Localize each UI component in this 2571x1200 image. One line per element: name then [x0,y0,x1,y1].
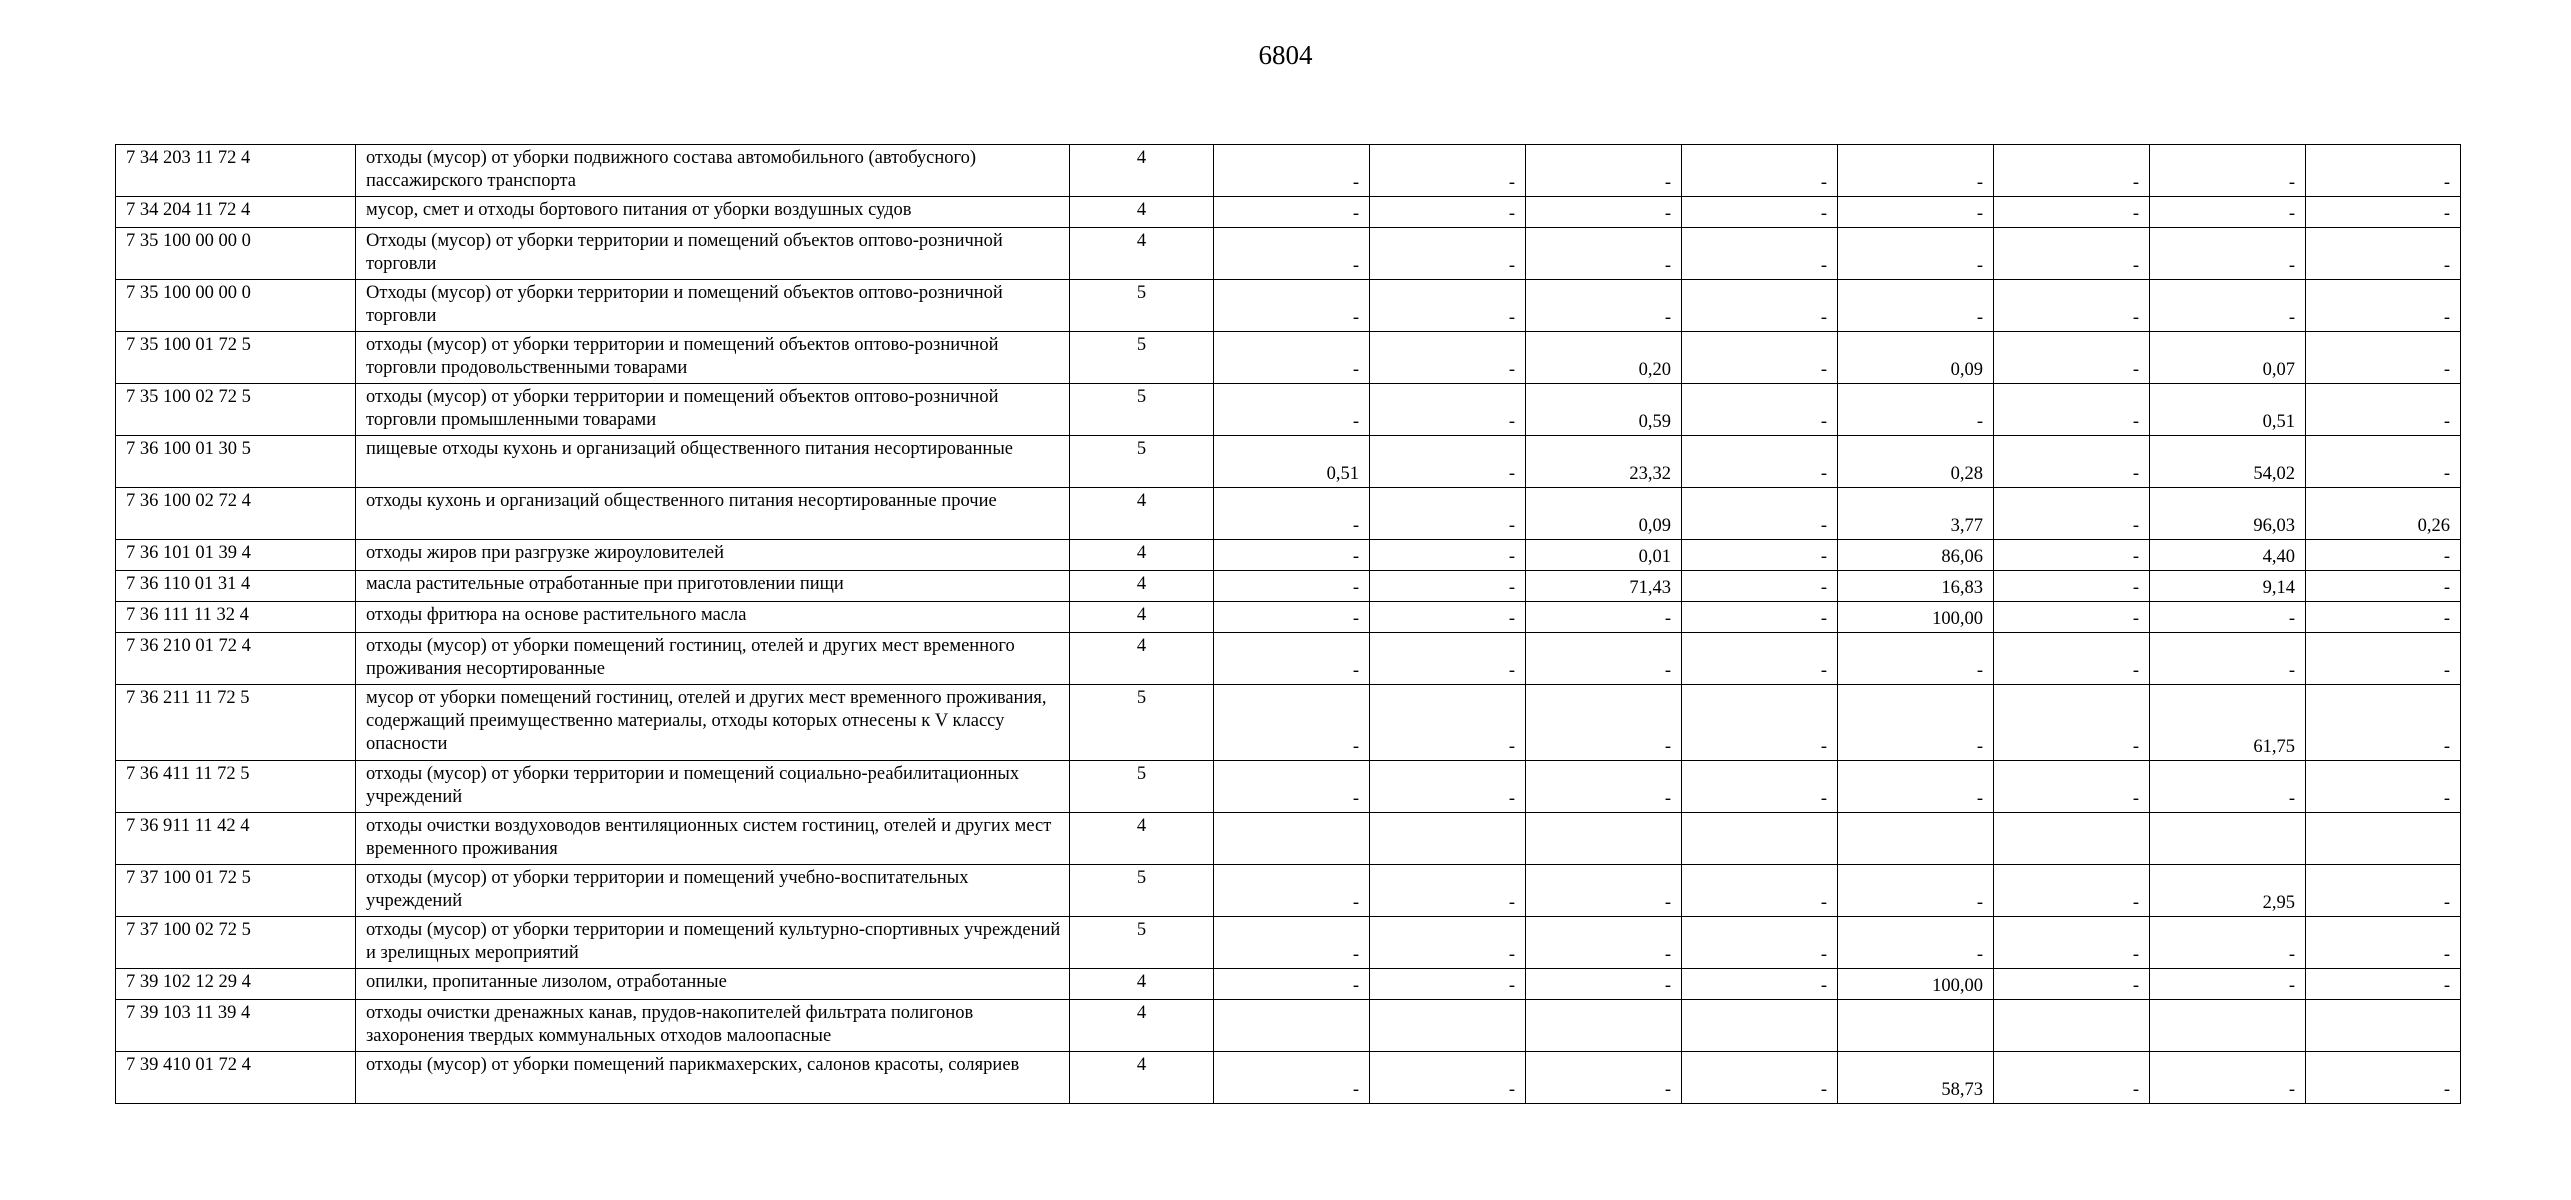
value-cell-8: - [2306,436,2461,488]
value-cell-8: - [2306,197,2461,228]
value-cell-2: - [1370,1052,1526,1104]
waste-name-cell: отходы (мусор) от уборки помещений парикмахерских, салонов красоты, соляриев [356,1052,1070,1104]
hazard-class-cell: 4 [1070,228,1214,280]
value-cell-7: 54,02 [2150,436,2306,488]
value-cell-1: - [1214,685,1370,761]
value-cell-6: - [1994,602,2150,633]
value-cell-6: - [1994,332,2150,384]
waste-code-cell: 7 36 411 11 72 5 [116,761,356,813]
value-cell-4: - [1682,685,1838,761]
table-row [116,384,2461,436]
value-cell-4: - [1682,969,1838,1000]
value-cell-6: - [1994,145,2150,197]
hazard-class-cell: 4 [1070,571,1214,602]
hazard-class-cell: 5 [1070,865,1214,917]
value-cell-3 [1526,813,1682,865]
value-cell-5: - [1838,917,1994,969]
value-cell-1: - [1214,865,1370,917]
value-cell-4: - [1682,145,1838,197]
value-cell-1: - [1214,969,1370,1000]
value-cell-4: - [1682,540,1838,571]
value-cell-5 [1838,1000,1994,1052]
value-cell-2: - [1370,228,1526,280]
value-cell-2: - [1370,969,1526,1000]
hazard-class-cell: 4 [1070,602,1214,633]
table-row [116,633,2461,685]
hazard-class-cell: 5 [1070,761,1214,813]
value-cell-2: - [1370,571,1526,602]
value-cell-1: - [1214,488,1370,540]
value-cell-2: - [1370,332,1526,384]
waste-name-cell: отходы (мусор) от уборки помещений гостиниц, отелей и других мест временного проживания несортированные [356,633,1070,685]
value-cell-1 [1214,813,1370,865]
waste-name-cell: отходы очистки дренажных канав, прудов-накопителей фильтрата полигонов захоронения твердых коммунальных отходов малоопасные [356,1000,1070,1052]
value-cell-3: - [1526,761,1682,813]
waste-code-cell: 7 37 100 02 72 5 [116,917,356,969]
value-cell-3: 0,59 [1526,384,1682,436]
table-row [116,761,2461,813]
table-row [116,571,2461,602]
value-cell-8: - [2306,633,2461,685]
table-row [116,332,2461,384]
value-cell-5: - [1838,384,1994,436]
value-cell-5: 0,09 [1838,332,1994,384]
value-cell-3: 0,01 [1526,540,1682,571]
value-cell-7: - [2150,197,2306,228]
value-cell-6: - [1994,1052,2150,1104]
value-cell-1: - [1214,571,1370,602]
table-row [116,1052,2461,1104]
value-cell-1: - [1214,384,1370,436]
value-cell-8: - [2306,865,2461,917]
value-cell-7: - [2150,228,2306,280]
value-cell-3: - [1526,197,1682,228]
value-cell-4: - [1682,228,1838,280]
value-cell-3: - [1526,602,1682,633]
value-cell-2: - [1370,436,1526,488]
hazard-class-cell: 4 [1070,969,1214,1000]
value-cell-8: - [2306,969,2461,1000]
value-cell-4: - [1682,917,1838,969]
value-cell-4 [1682,1000,1838,1052]
waste-code-cell: 7 35 100 01 72 5 [116,332,356,384]
value-cell-1: 0,51 [1214,436,1370,488]
waste-name-cell: отходы (мусор) от уборки территории и помещений объектов оптово-розничной торговли промышленными товарами [356,384,1070,436]
hazard-class-cell: 4 [1070,197,1214,228]
table-row [116,685,2461,761]
value-cell-2: - [1370,633,1526,685]
value-cell-3: - [1526,969,1682,1000]
waste-data-table [115,144,2461,1104]
value-cell-3: 0,20 [1526,332,1682,384]
value-cell-1 [1214,1000,1370,1052]
value-cell-4: - [1682,280,1838,332]
table-row [116,865,2461,917]
waste-code-cell: 7 36 210 01 72 4 [116,633,356,685]
value-cell-6: - [1994,228,2150,280]
value-cell-6: - [1994,488,2150,540]
value-cell-2: - [1370,685,1526,761]
value-cell-2: - [1370,197,1526,228]
value-cell-4: - [1682,488,1838,540]
value-cell-1: - [1214,145,1370,197]
hazard-class-cell: 5 [1070,332,1214,384]
waste-name-cell: масла растительные отработанные при приготовлении пищи [356,571,1070,602]
waste-code-cell: 7 39 410 01 72 4 [116,1052,356,1104]
waste-name-cell: отходы очистки воздуховодов вентиляционных систем гостиниц, отелей и других мест временного проживания [356,813,1070,865]
value-cell-7: 0,07 [2150,332,2306,384]
value-cell-5: - [1838,145,1994,197]
value-cell-2: - [1370,280,1526,332]
value-cell-8: - [2306,917,2461,969]
waste-name-cell: отходы (мусор) от уборки территории и помещений объектов оптово-розничной торговли продовольственными товарами [356,332,1070,384]
table-row [116,813,2461,865]
waste-code-cell: 7 36 101 01 39 4 [116,540,356,571]
value-cell-4 [1682,813,1838,865]
value-cell-3: - [1526,685,1682,761]
value-cell-7: - [2150,761,2306,813]
value-cell-6: - [1994,197,2150,228]
value-cell-3: - [1526,917,1682,969]
value-cell-1: - [1214,1052,1370,1104]
table-row [116,969,2461,1000]
page-number: 6804 [1258,40,1313,70]
waste-code-cell: 7 36 110 01 31 4 [116,571,356,602]
value-cell-7: - [2150,280,2306,332]
value-cell-3 [1526,1000,1682,1052]
value-cell-8 [2306,1000,2461,1052]
value-cell-1: - [1214,602,1370,633]
value-cell-7: 9,14 [2150,571,2306,602]
value-cell-4: - [1682,865,1838,917]
value-cell-3: - [1526,633,1682,685]
value-cell-2: - [1370,865,1526,917]
waste-code-cell: 7 36 111 11 32 4 [116,602,356,633]
waste-name-cell: отходы (мусор) от уборки территории и помещений культурно-спортивных учреждений и зрелищных мероприятий [356,917,1070,969]
hazard-class-cell: 4 [1070,1052,1214,1104]
value-cell-3: - [1526,1052,1682,1104]
value-cell-5: - [1838,865,1994,917]
waste-name-cell: Отходы (мусор) от уборки территории и помещений объектов оптово-розничной торговли [356,228,1070,280]
table-row [116,540,2461,571]
value-cell-6: - [1994,969,2150,1000]
value-cell-1: - [1214,540,1370,571]
waste-code-cell: 7 35 100 00 00 0 [116,228,356,280]
value-cell-6: - [1994,633,2150,685]
value-cell-2: - [1370,761,1526,813]
value-cell-6 [1994,1000,2150,1052]
waste-name-cell: Отходы (мусор) от уборки территории и помещений объектов оптово-розничной торговли [356,280,1070,332]
value-cell-8: - [2306,332,2461,384]
value-cell-1: - [1214,761,1370,813]
value-cell-7: - [2150,145,2306,197]
waste-code-cell: 7 39 103 11 39 4 [116,1000,356,1052]
hazard-class-cell: 5 [1070,280,1214,332]
value-cell-5: 0,28 [1838,436,1994,488]
table-row [116,1000,2461,1052]
value-cell-5: 16,83 [1838,571,1994,602]
waste-name-cell: пищевые отходы кухонь и организаций общественного питания несортированные [356,436,1070,488]
hazard-class-cell: 4 [1070,1000,1214,1052]
waste-code-cell: 7 35 100 00 00 0 [116,280,356,332]
hazard-class-cell: 5 [1070,685,1214,761]
waste-code-cell: 7 34 204 11 72 4 [116,197,356,228]
value-cell-5: 86,06 [1838,540,1994,571]
value-cell-4: - [1682,384,1838,436]
value-cell-1: - [1214,917,1370,969]
waste-name-cell: отходы (мусор) от уборки территории и помещений социально-реабилитационных учреждений [356,761,1070,813]
value-cell-7: - [2150,633,2306,685]
hazard-class-cell: 4 [1070,145,1214,197]
value-cell-1: - [1214,633,1370,685]
value-cell-8: 0,26 [2306,488,2461,540]
value-cell-1: - [1214,197,1370,228]
value-cell-7 [2150,813,2306,865]
waste-code-cell: 7 39 102 12 29 4 [116,969,356,1000]
table-row [116,917,2461,969]
value-cell-7: 96,03 [2150,488,2306,540]
waste-code-cell: 7 35 100 02 72 5 [116,384,356,436]
waste-code-cell: 7 37 100 01 72 5 [116,865,356,917]
waste-name-cell: мусор, смет и отходы бортового питания от уборки воздушных судов [356,197,1070,228]
value-cell-2 [1370,1000,1526,1052]
value-cell-5: 3,77 [1838,488,1994,540]
waste-code-cell: 7 36 100 01 30 5 [116,436,356,488]
value-cell-8 [2306,813,2461,865]
value-cell-3: - [1526,280,1682,332]
value-cell-4: - [1682,332,1838,384]
hazard-class-cell: 5 [1070,917,1214,969]
value-cell-6: - [1994,436,2150,488]
waste-name-cell: отходы (мусор) от уборки территории и помещений учебно-воспитательных учреждений [356,865,1070,917]
value-cell-7: 4,40 [2150,540,2306,571]
value-cell-8: - [2306,384,2461,436]
value-cell-5: 100,00 [1838,969,1994,1000]
value-cell-2 [1370,813,1526,865]
value-cell-8: - [2306,1052,2461,1104]
value-cell-8: - [2306,685,2461,761]
hazard-class-cell: 5 [1070,384,1214,436]
value-cell-8: - [2306,228,2461,280]
waste-code-cell: 7 36 100 02 72 4 [116,488,356,540]
value-cell-2: - [1370,602,1526,633]
value-cell-3: - [1526,145,1682,197]
waste-name-cell: отходы кухонь и организаций общественного питания несортированные прочие [356,488,1070,540]
waste-code-cell: 7 34 203 11 72 4 [116,145,356,197]
hazard-class-cell: 4 [1070,633,1214,685]
value-cell-3: - [1526,228,1682,280]
value-cell-7: 0,51 [2150,384,2306,436]
waste-name-cell: отходы фритюра на основе растительного масла [356,602,1070,633]
value-cell-2: - [1370,917,1526,969]
value-cell-8: - [2306,761,2461,813]
value-cell-3: 0,09 [1526,488,1682,540]
value-cell-6: - [1994,865,2150,917]
waste-name-cell: отходы жиров при разгрузке жироуловителей [356,540,1070,571]
table-row [116,145,2461,197]
value-cell-6: - [1994,571,2150,602]
value-cell-8: - [2306,571,2461,602]
value-cell-4: - [1682,761,1838,813]
table-row [116,197,2461,228]
value-cell-3: 71,43 [1526,571,1682,602]
value-cell-6: - [1994,917,2150,969]
value-cell-3: 23,32 [1526,436,1682,488]
value-cell-2: - [1370,540,1526,571]
value-cell-5: 58,73 [1838,1052,1994,1104]
table-row [116,602,2461,633]
value-cell-5: - [1838,197,1994,228]
value-cell-5: - [1838,761,1994,813]
waste-name-cell: отходы (мусор) от уборки подвижного состава автомобильного (автобусного) пассажирского транспорта [356,145,1070,197]
value-cell-5: - [1838,685,1994,761]
value-cell-8: - [2306,602,2461,633]
value-cell-4: - [1682,436,1838,488]
value-cell-5: - [1838,228,1994,280]
waste-name-cell: мусор от уборки помещений гостиниц, отелей и других мест временного проживания, содержащий преимущественно материалы, отходы которых отнесены к V классу опасности [356,685,1070,761]
value-cell-4: - [1682,633,1838,685]
value-cell-7: - [2150,602,2306,633]
waste-code-cell: 7 36 211 11 72 5 [116,685,356,761]
value-cell-4: - [1682,197,1838,228]
value-cell-1: - [1214,280,1370,332]
value-cell-8: - [2306,280,2461,332]
hazard-class-cell: 5 [1070,436,1214,488]
value-cell-8: - [2306,540,2461,571]
value-cell-7: 61,75 [2150,685,2306,761]
value-cell-2: - [1370,488,1526,540]
value-cell-4: - [1682,1052,1838,1104]
value-cell-7: - [2150,969,2306,1000]
value-cell-6: - [1994,280,2150,332]
value-cell-3: - [1526,865,1682,917]
waste-name-cell: опилки, пропитанные лизолом, отработанные [356,969,1070,1000]
table-row [116,488,2461,540]
table-row [116,436,2461,488]
hazard-class-cell: 4 [1070,540,1214,571]
table-row [116,228,2461,280]
value-cell-7: - [2150,917,2306,969]
value-cell-7: 2,95 [2150,865,2306,917]
value-cell-8: - [2306,145,2461,197]
value-cell-4: - [1682,602,1838,633]
hazard-class-cell: 4 [1070,488,1214,540]
value-cell-6: - [1994,761,2150,813]
value-cell-7 [2150,1000,2306,1052]
value-cell-6: - [1994,384,2150,436]
value-cell-6 [1994,813,2150,865]
value-cell-2: - [1370,145,1526,197]
hazard-class-cell: 4 [1070,813,1214,865]
waste-code-cell: 7 36 911 11 42 4 [116,813,356,865]
value-cell-1: - [1214,332,1370,384]
value-cell-5: 100,00 [1838,602,1994,633]
value-cell-6: - [1994,685,2150,761]
value-cell-5 [1838,813,1994,865]
value-cell-5: - [1838,633,1994,685]
value-cell-4: - [1682,571,1838,602]
value-cell-5: - [1838,280,1994,332]
value-cell-2: - [1370,384,1526,436]
value-cell-1: - [1214,228,1370,280]
table-row [116,280,2461,332]
value-cell-6: - [1994,540,2150,571]
value-cell-7: - [2150,1052,2306,1104]
